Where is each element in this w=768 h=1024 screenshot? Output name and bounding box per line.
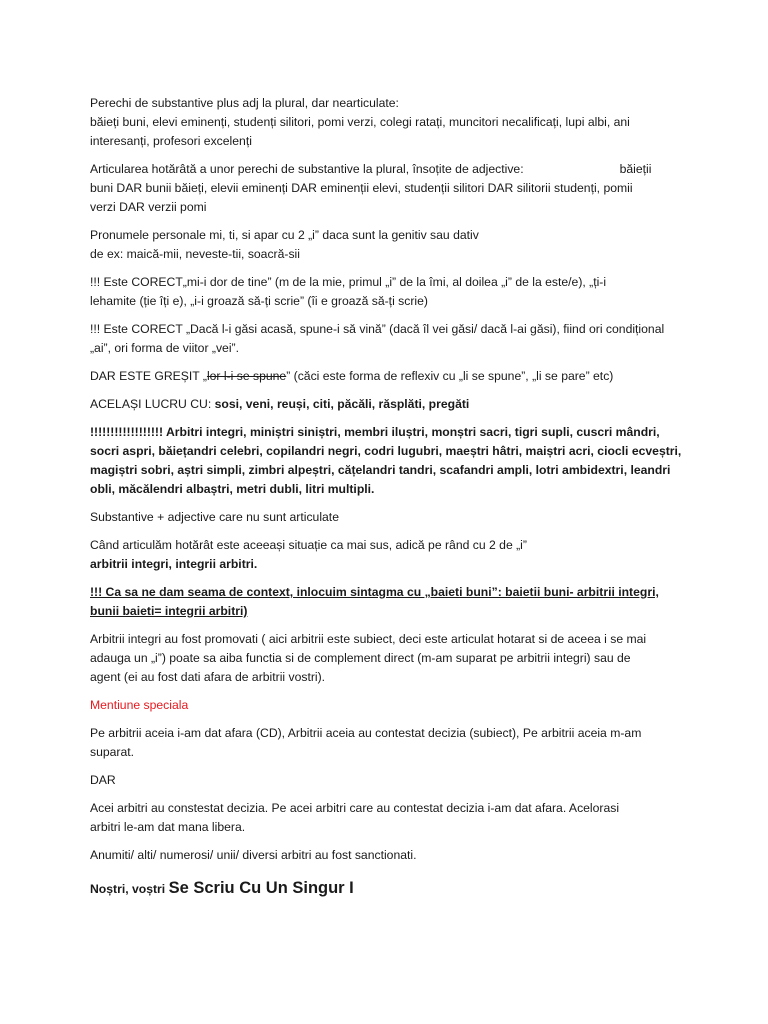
text-line: Perechi de substantive plus adj la plural, dar nearticulate:: [90, 96, 399, 110]
paragraph-personal-pronouns: [90, 226, 690, 264]
text-line: Substantive + adjective care nu sunt articulate: [90, 510, 339, 524]
text-line: Arbitrii integri au fost promovati ( aici arbitrii este subiect, deci este articulat hotarat si de aceea i se mai: [90, 632, 647, 646]
text-line: adauga un „i”) poate sa aiba functia si de complement direct (m-am suparat pe arbitrii integri) sau de: [90, 651, 631, 665]
text-line: !!! Este CORECT„mi-i dor de tine” (m de la mie, primul „i” de la îmi, al doilea „i” de la este/e), „ți-i: [90, 275, 607, 289]
text-line: agent (ei au fost dati afara de arbitrii vostri).: [90, 670, 326, 684]
large-bold-text: Se Scriu Cu Un Singur I: [168, 879, 354, 897]
text-line: Acei arbitri au constestat decizia. Pe acei arbitri care au contestat decizia i-am dat afara. Acelorasi: [90, 801, 620, 815]
text-line: buni DAR bunii băieți, elevii eminenți DAR eminenții elevi, studenții silitori DAR silitorii studenți, pomii: [90, 181, 633, 195]
text-line: [90, 395, 690, 414]
text-line: de ex: maică-mii, neveste-tii, soacră-sii: [90, 247, 300, 261]
text-line: arbitrii integri, integrii arbitri.: [90, 557, 258, 571]
paragraph-wrong-form: [90, 367, 690, 386]
text-segment: ACELAȘI LUCRU CU:: [90, 397, 215, 411]
text-line: Când articulăm hotărât este aceeași situație ca mai sus, adică pe rând cu 2 de „i”: [90, 538, 527, 552]
bold-text: Noștri, voștri: [90, 882, 166, 896]
paragraph-definite-articulation: [90, 160, 690, 217]
text-line: Pronumele personale mi, ti, si apar cu 2 „i” daca sunt la genitiv sau dativ: [90, 228, 479, 242]
special-mention-heading: [90, 696, 690, 715]
text-line: suparat.: [90, 745, 135, 759]
text-line: verzi DAR verzii pomi: [90, 200, 207, 214]
text-line: interesanți, profesori excelenți: [90, 134, 252, 148]
text-segment: ” (căci este forma de reflexiv cu „li se spune”, „li se pare” etc): [286, 369, 614, 383]
text-line: [90, 160, 690, 179]
strikethrough-text: lor l-i se spune: [206, 369, 287, 383]
text-line: Mentiune speciala: [90, 698, 189, 712]
text-line: lehamite (ție îți e), „i-i groază să-ți scrie” (îi e groază să-ți scrie): [90, 294, 428, 308]
paragraph-unarticulated-pairs: [90, 94, 690, 151]
paragraph-acei-arbitri: [90, 799, 690, 837]
text-line: Pe arbitrii aceia i-am dat afara (CD), Arbitrii aceia au contestat decizia (subiect), Pe arbitrii aceia m-am: [90, 726, 642, 740]
bold-text: sosi, veni, reuși, citi, păcăli, răsplăti, pregăti: [214, 397, 470, 411]
text-line: !!! Ca sa ne dam seama de context, inlocuim sintagma cu „baieti buni”: baietii buni- arbitrii integri,: [90, 585, 659, 599]
paragraph-plural-list: [90, 423, 690, 499]
paragraph-correct-mi-i: [90, 273, 690, 311]
text-line: magiștri sobri, aștri simpli, zimbri alpeștri, cățelandri tandri, scafandri ampli, lotri ambidextri, leandri: [90, 463, 671, 477]
text-segment: DAR ESTE GREȘIT „: [90, 369, 207, 383]
text-segment: Articularea hotărâtă a unor perechi de substantive la plural, însoțite de adjective:: [90, 162, 524, 176]
text-line: obli, măcălendri albaștri, metri dubli, litri multipli.: [90, 482, 375, 496]
paragraph-context-tip: [90, 583, 690, 621]
paragraph-unarticulated-nouns: [90, 508, 690, 527]
paragraph-arbitrii-example: [90, 630, 690, 687]
text-segment: băieții: [619, 162, 652, 176]
text-line: „ai”, ori forma de viitor „vei”.: [90, 341, 239, 355]
text-line: arbitri le-am dat mana libera.: [90, 820, 246, 834]
paragraph-dar: [90, 771, 690, 790]
text-line: DAR: [90, 773, 116, 787]
document-body: [90, 94, 690, 899]
text-line: Anumiti/ alti/ numerosi/ unii/ diversi arbitri au fost sanctionati.: [90, 848, 417, 862]
text-line: băieți buni, elevi eminenți, studenți silitori, pomi verzi, colegi ratați, muncitori necalificați, lupi albi, ani: [90, 115, 630, 129]
text-line: socri aspri, băiețandri celebri, copilandri negri, codri lugubri, maeștri hâtri, maiștri acri, ciocli ecveștri,: [90, 444, 682, 458]
paragraph-nostri-vostri: [90, 879, 690, 899]
paragraph-same-thing: [90, 395, 690, 414]
text-line: !!! Este CORECT „Dacă l-i găsi acasă, spune-i să vină” (dacă îl vei găsi/ dacă l-ai găsi), fiind ori condițional: [90, 322, 665, 336]
paragraph-definite-same: [90, 536, 690, 574]
paragraph-anumiti: [90, 846, 690, 865]
paragraph-correct-l-i: [90, 320, 690, 358]
text-line: bunii baieti= integrii arbitri): [90, 604, 248, 618]
text-line: !!!!!!!!!!!!!!!!!! Arbitri integri, miniștri siniștri, membri iluștri, monștri sacri, tigri supli, cuscri mândri,: [90, 425, 660, 439]
text-line: [90, 367, 690, 386]
paragraph-arbitrii-aceia: [90, 724, 690, 762]
